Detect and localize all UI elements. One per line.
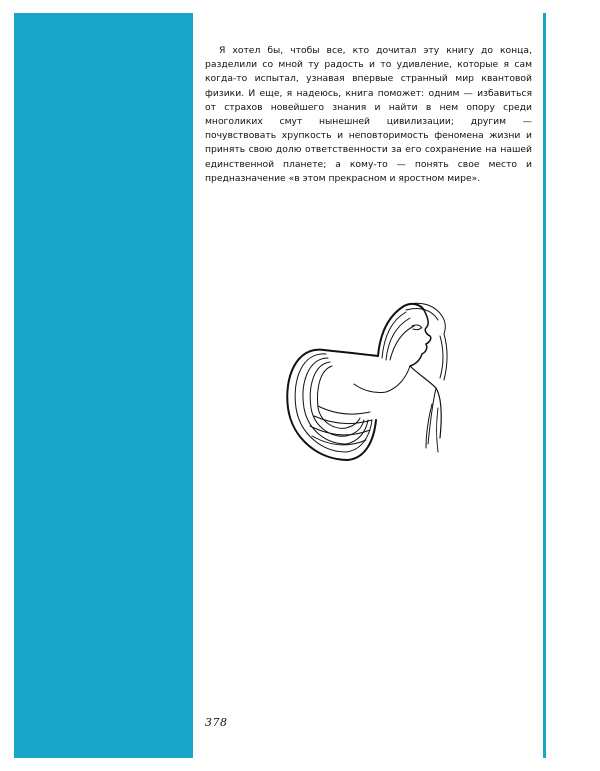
cyan-color-band	[14, 13, 193, 758]
closing-paragraph: Я хотел бы, чтобы все, кто дочитал эту книгу до конца, разделили со мной ту радость и то удивление, которые я сам когда-то испытал, узнавая впервые странный мир квантовой физики. И еще, я надеюсь, книга поможет: одним — избавиться от страхов новейшего знания и найти в нем опору среди многоликих смут нынешней цивилизации; другим — почувствовать хрупкость и неповторимость феномена жизни и принять свою долю ответственности за его сохранение на нашей единственной планете; а кому-то — понять свое место и предназначение «в этом прекрасном и яростном мире».	[205, 45, 532, 184]
edge-rule	[543, 13, 546, 758]
woman-hair-sketch-icon	[278, 288, 464, 470]
page-number: 378	[205, 716, 228, 729]
